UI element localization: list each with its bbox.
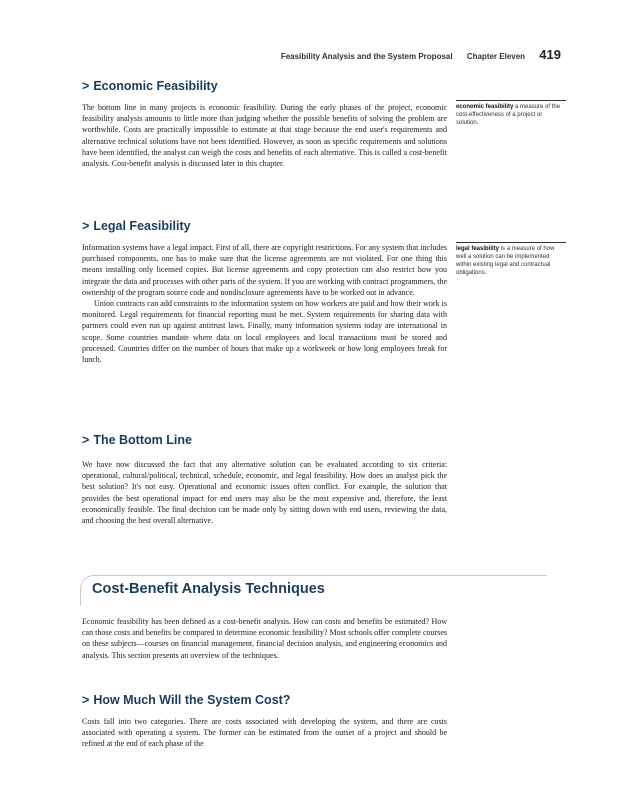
section-legal-feasibility	[82, 242, 447, 365]
paragraph: Union contracts can add constraints to the information system on how workers are paid and how their work is monitored. Legal requirements for financial reporting must be met. System requirements for sharing data with partners could even run up against antitrust laws. Finally, many information systems today are international in scope. Some countries mandate where data on local employees and local transactions must be stored and processed. Countries differ on the number of hours that make up a workweek or how long employees break for lunch.	[82, 299, 447, 365]
section-the-bottom-line	[82, 459, 447, 526]
heading-legal-feasibility	[82, 219, 191, 233]
running-header	[281, 47, 561, 62]
margin-definition: is a measure of how well a solution can be implemented within existing legal and contractual obligations.	[456, 246, 555, 276]
heading-text: The Bottom Line	[93, 433, 192, 447]
heading-text: How Much Will the System Cost?	[93, 693, 291, 707]
paragraph: Economic feasibility has been defined as a cost-benefit analysis. How can costs and benefits be estimated? How can those costs and benefits be compared to determine economic feasibility? Most schools offer complete courses on these subjects—courses on financial management, financial decision analysis, and engineering economics and analysis. This section presents an overview of the techniques.	[82, 617, 447, 660]
margin-definition: a measure of the cost-effectiveness of a project or solution.	[456, 104, 561, 126]
page-number: 419	[539, 47, 561, 62]
section-cost-benefit-analysis	[82, 616, 447, 661]
heading-system-cost	[82, 693, 290, 707]
paragraph: Costs fall into two categories. There are costs associated with developing the system, and there are costs associated with operating a system. The former can be estimated from the outset of a project and should be refined at the end of each phase of the	[82, 717, 447, 749]
paragraph: The bottom line in many projects is economic feasibility. During the early phases of the project, economic feasibility analysis amounts to little more than judging whether the possible benefits of solving the problem are worthwhile. Costs are practically impossible to estimate at that stage because the end user's requirements and alternative technical solutions have not been identified. However, as soon as specific requirements and solutions have been identified, the analyst can weigh the costs and benefits of each alternative. This is called a cost-benefit analysis. Cost-benefit analysis is discussed later in this chapter.	[82, 103, 447, 169]
section-economic-feasibility	[82, 102, 447, 169]
heading-text: Economic Feasibility	[93, 79, 218, 93]
margin-term: economic feasibility	[456, 104, 514, 110]
section-arrow-icon: >	[82, 219, 90, 233]
heading-the-bottom-line	[82, 433, 192, 447]
chapter-label: Chapter Eleven	[466, 52, 526, 61]
paragraph: Information systems have a legal impact. First of all, there are copyright restrictions. For any system that includes purchased components, one has to make sure that the license agreements are not violated. For one thing this means installing only licensed copies. But license agreements and copy protection can also restrict how you integrate the data and processes with other parts of the system. If you are working with contract programmers, the ownership of the program source code and nondisclosure agreements have to be worked out in advance.	[82, 243, 447, 297]
heading-text: Legal Feasibility	[93, 219, 191, 233]
section-system-cost	[82, 716, 447, 750]
paragraph: We have now discussed the fact that any alternative solution can be evaluated according to six criteria: operational, cultural/political, technical, schedule, economic, and legal feasibility. How does an analyst pick the best solution? It's not easy. Operational and economic issues often conflict. For example, the solution that provides the best operational impact for end users may also be the most expensive and, therefore, the least economically feasible. The final decision can be made only by sitting down with end users, reviewing the data, and choosing the best overall alternative.	[82, 460, 447, 526]
margin-note-legal-feasibility	[456, 242, 566, 277]
running-header-title: Feasibility Analysis and the System Proposal	[280, 52, 453, 61]
heading-cost-benefit-analysis: Cost-Benefit Analysis Techniques	[92, 581, 325, 597]
section-arrow-icon: >	[82, 433, 90, 447]
margin-note-economic-feasibility	[456, 100, 566, 127]
section-arrow-icon: >	[82, 79, 90, 93]
heading-economic-feasibility	[82, 79, 218, 93]
section-arrow-icon: >	[82, 693, 90, 707]
margin-term: legal feasibility	[456, 246, 500, 252]
